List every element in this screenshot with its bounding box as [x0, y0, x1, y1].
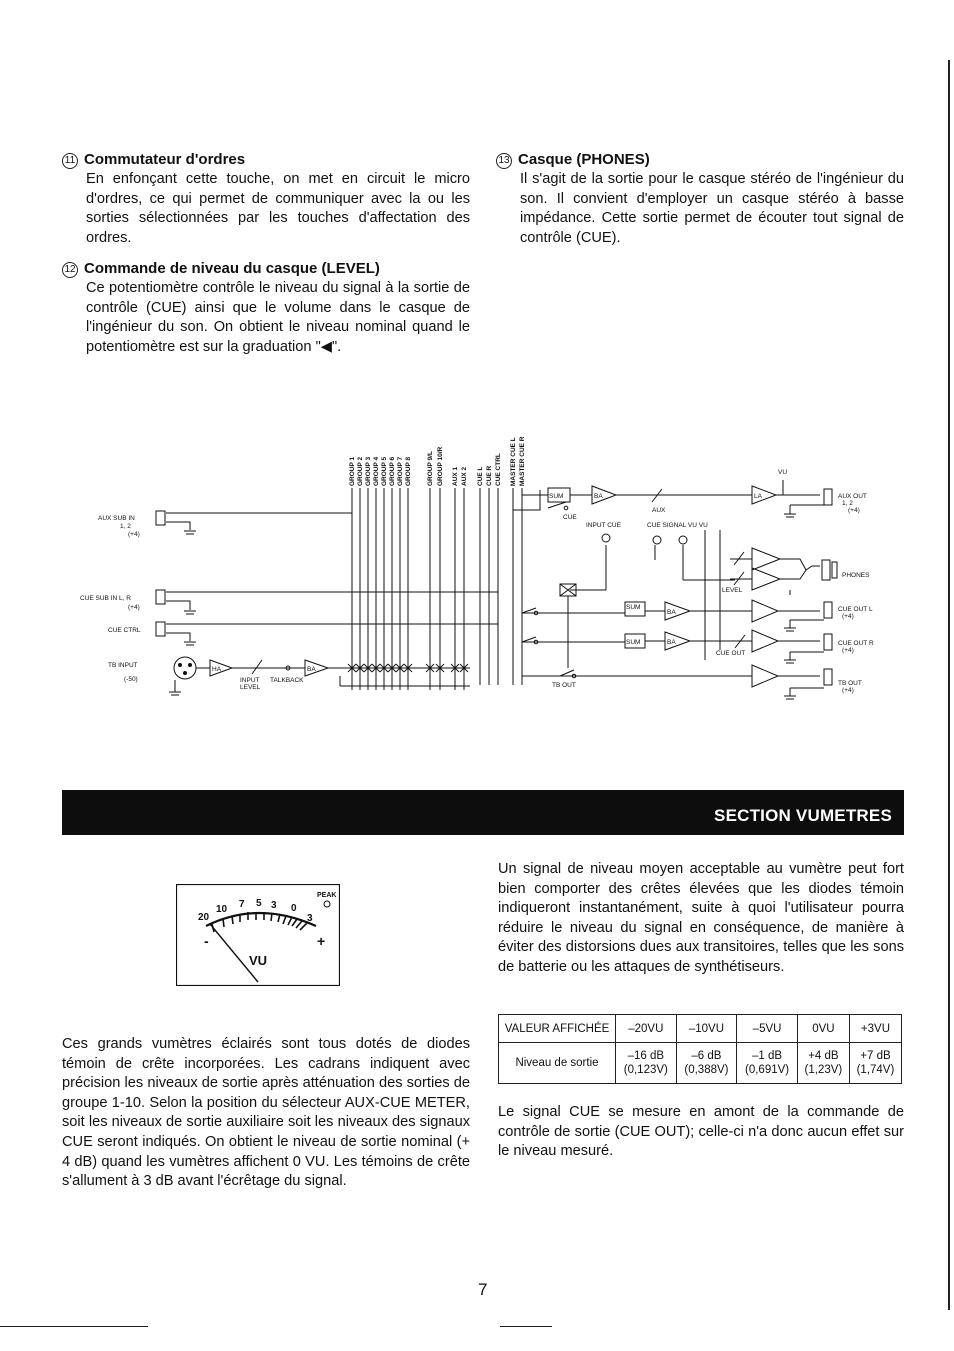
sum-block-label: SUM	[626, 639, 641, 646]
cue-ctrl-label: CUE CTRL	[108, 627, 141, 634]
bottom-rule-left	[0, 1326, 148, 1327]
cue-out-l-label: CUE OUT L	[838, 606, 873, 613]
table-cell: –6 dB (0,388V)	[676, 1043, 737, 1084]
vu-scale-5: 5	[256, 898, 262, 909]
section-banner-title: SECTION VUMETRES	[714, 806, 892, 825]
cue-out-r-level: (+4)	[842, 647, 854, 654]
bus-label: GROUP 3	[365, 456, 372, 486]
table-row-label: Niveau de sortie	[499, 1043, 616, 1084]
table-cell: +7 dB (1,74V)	[849, 1043, 901, 1084]
vu-scale-plus3: 3	[307, 913, 313, 924]
ha-block-label: HA	[212, 666, 222, 673]
vu-meter-illustration	[176, 884, 340, 986]
section-11-title: 11 Commutateur d'ordres	[62, 151, 470, 169]
input-cue-label: INPUT CUE	[586, 522, 621, 529]
input-level-label-1: INPUT	[240, 677, 260, 684]
vu-minus-sign: -	[204, 933, 209, 949]
vu-scale-7: 7	[239, 899, 245, 910]
bus-label: CUE CTRL	[495, 453, 502, 486]
vu-scale-0: 0	[291, 903, 297, 914]
aux-out-label: AUX OUT	[838, 493, 867, 500]
aux-sub-in-ch: 1, 2	[120, 523, 131, 530]
section-12	[62, 260, 470, 357]
bus-label: MASTER CUE R	[519, 436, 526, 486]
section-12-body: Ce potentiomètre contrôle le niveau du signal à la sortie de contrôle (CUE) ainsi que le volume dans le casque de l'ingénieur du son. On obtient le niveau nominal quand le potentiomètre est sur la graduation "◀".	[86, 280, 470, 355]
level-label: LEVEL	[722, 587, 743, 594]
vu-plus-sign: +	[317, 933, 326, 949]
sum-block-label: SUM	[626, 604, 641, 611]
vu-scale-3: 3	[271, 900, 277, 911]
table-cell: +3VU	[849, 1015, 901, 1043]
table-header-cell: VALEUR AFFICHÉE	[499, 1015, 616, 1043]
bus-label: GROUP 6	[389, 456, 396, 486]
ba-block-label: BA	[667, 609, 676, 616]
vu-unit-label: VU	[249, 953, 268, 968]
bus-label: MASTER CUE L	[510, 437, 517, 486]
table-cell: –16 dB (0,123V)	[616, 1043, 677, 1084]
bus-label: AUX 2	[461, 466, 468, 486]
table-cell: –1 dB (0,691V)	[737, 1043, 798, 1084]
section-11	[62, 151, 470, 248]
vu-label: VU	[778, 469, 788, 476]
section-12-title: 12 Commande de niveau du casque (LEVEL)	[62, 260, 470, 278]
bus-label: CUE L	[477, 466, 484, 486]
cue-out-r-label: CUE OUT R	[838, 640, 874, 647]
aux-sub-in-level: (+4)	[128, 531, 140, 538]
table-cell: –20VU	[616, 1015, 677, 1043]
page-number: 7	[478, 1280, 488, 1299]
tb-out-output-level: (+4)	[842, 687, 854, 694]
vu-right-text: Un signal de niveau moyen acceptable au vumètre peut fort bien comporter des crêtes élevées que les diodes témoin indiqueront instantanément, suite à quoi l'utilisateur pourra réduire le niveau du signal en conséquence, de manière à éviter des distorsions dues aux transitoires, telles que les sons de batterie ou les attaques de synthétiseurs.	[498, 861, 904, 975]
table-row	[499, 1043, 902, 1084]
bus-label: GROUP 4	[373, 456, 380, 486]
bus-label: GROUP 10/R	[437, 446, 444, 486]
bus-label: GROUP 1	[349, 456, 356, 486]
ba-block-label: BA	[307, 666, 316, 673]
table-cell: –10VU	[676, 1015, 737, 1043]
aux-sub-in-label: AUX SUB IN	[98, 515, 135, 522]
section-11-number: 11	[62, 153, 78, 169]
cue-signal-vu-label: CUE SIGNAL VU VU	[647, 522, 708, 529]
section-12-number: 12	[62, 262, 78, 278]
talkback-label: TALKBACK	[270, 677, 304, 684]
ba-block-label: BA	[667, 639, 676, 646]
vu-scale-20: 20	[198, 912, 210, 923]
cue-note-text: Le signal CUE se mesure en amont de la commande de contrôle de sortie (CUE OUT); celle-ci n'a donc aucun effet sur le niveau mesuré.	[498, 1104, 904, 1160]
block-diagram	[0, 410, 954, 720]
table-cell: 0VU	[797, 1015, 849, 1043]
vu-level-table	[498, 1014, 902, 1084]
tb-input-label: TB INPUT	[108, 662, 138, 669]
ba-block-label: BA	[594, 493, 603, 500]
tb-input-level: (-50)	[124, 676, 138, 683]
bus-label: GROUP 5	[381, 456, 388, 486]
section-13-number: 13	[496, 153, 512, 169]
section-13	[496, 151, 904, 248]
aux-label: AUX	[652, 507, 666, 514]
vu-peak-label: PEAK	[317, 892, 337, 899]
bus-label: GROUP 8	[405, 456, 412, 486]
right-edge-line	[948, 60, 950, 1310]
section-13-title: 13 Casque (PHONES)	[496, 151, 904, 169]
aux-out-level: (+4)	[848, 507, 860, 514]
aux-out-ch: 1, 2	[842, 500, 853, 507]
cue-out-label: CUE OUT	[716, 650, 746, 657]
bottom-rule-right	[500, 1326, 552, 1327]
bus-label: GROUP 2	[357, 456, 364, 486]
section-banner	[62, 790, 904, 835]
phones-label: PHONES	[842, 572, 870, 579]
section-13-body: Il s'agit de la sortie pour le casque stéréo de l'ingénieur du son. Il convient d'employer un casque stéréo à basse impédance. Cette sortie permet de écouter tout signal de contrôle (CUE).	[520, 171, 904, 246]
la-block-label: LA	[754, 493, 762, 500]
vu-scale-10: 10	[216, 904, 228, 915]
bus-label: AUX 1	[452, 466, 459, 486]
sum-block-label: SUM	[549, 493, 564, 500]
tb-out-label: TB OUT	[552, 682, 576, 689]
cue-label: CUE	[563, 514, 577, 521]
table-cell: +4 dB (1,23V)	[797, 1043, 849, 1084]
bus-label: GROUP 9/L	[427, 451, 434, 486]
bus-label: CUE R	[486, 465, 493, 486]
input-level-label-2: LEVEL	[240, 684, 261, 691]
table-cell: –5VU	[737, 1015, 798, 1043]
bus-label: GROUP 7	[397, 456, 404, 486]
bus-lines	[352, 488, 522, 690]
tb-out-output-label: TB OUT	[838, 680, 862, 687]
vu-left-text: Ces grands vumètres éclairés sont tous dotés de diodes témoin de crête incorporées. Les cadrans indiquent avec précision les niveaux de sortie après atténuation des sorties de groupe 1-10. Selon la position du sélecteur AUX-CUE METER, soit les niveaux de sortie auxiliaire soit les niveaux des signaux CUE seront indiqués. On obtient le niveau de sortie nominal (+ 4 dB) quand les vumètres affichent 0 VU. Les témoins de crête s'allument à 3 dB avant l'écrêtage du signal.	[62, 1036, 470, 1190]
cue-out-l-level: (+4)	[842, 613, 854, 620]
table-row	[499, 1015, 902, 1043]
cue-sub-in-label: CUE SUB IN L, R	[80, 595, 131, 602]
cue-sub-in-level: (+4)	[128, 604, 140, 611]
section-11-body: En enfonçant cette touche, on met en circuit le micro d'ordres, ce qui permet de communiquer avec la ou les sorties sélectionnées par les touches d'affectation des ordres.	[86, 171, 470, 246]
